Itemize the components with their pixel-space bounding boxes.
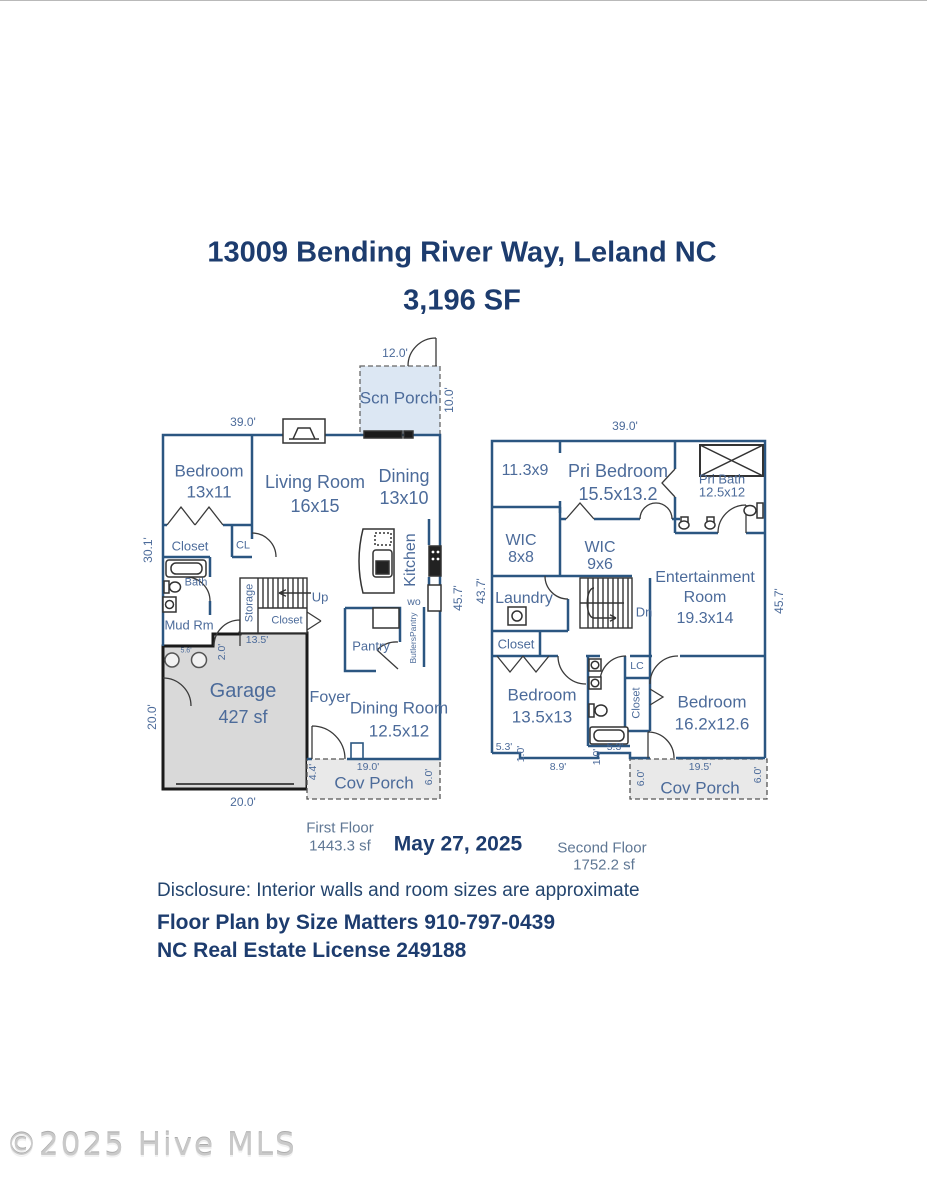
toilet-icon	[170, 582, 181, 592]
water-heater-icon-2	[192, 653, 207, 668]
pri-bath-door-arc	[718, 505, 746, 533]
dim-b5: 5.3'	[606, 740, 624, 753]
plan-date: May 27, 2025	[393, 832, 523, 856]
room-laundry: Laundry	[495, 590, 553, 607]
sliding-door-icon	[364, 431, 402, 438]
room-dining-room: Dining Room	[349, 698, 449, 718]
room-bath-f1: Bath	[184, 576, 208, 589]
stairs-down-icon	[580, 578, 632, 628]
dim-cporch-top-f1: 19.0'	[356, 760, 380, 773]
toilet-icon-hall	[595, 705, 607, 716]
toilet-icon-pri	[744, 506, 756, 516]
dim-water-heater: 5.6'	[180, 647, 192, 655]
room-cl: CL	[235, 539, 251, 552]
dim-porch-width: 12.0'	[382, 346, 408, 360]
room-bedroom2-f2-size: 16.2x12.6	[674, 714, 750, 734]
room-foyer: Foyer	[309, 689, 351, 706]
porch-door-arc-f2	[648, 732, 674, 758]
room-pri-bath: Pri Bath	[698, 471, 746, 487]
room-garage-size: 427 sf	[218, 707, 268, 727]
room-stair-closet: Closet	[271, 614, 303, 627]
room-scn-porch: Scn Porch	[359, 388, 439, 408]
dim-garage-left: 20.0'	[145, 704, 159, 730]
island-sink-basin	[376, 561, 389, 574]
room-bedroom1-f2: Bedroom	[507, 685, 577, 705]
room-pri-bath-size: 12.5x12	[698, 484, 746, 500]
room-wic2: WIC	[584, 539, 616, 556]
toilet-tank-hall	[589, 704, 594, 717]
dim-b4: 1.0'	[590, 748, 603, 766]
room-entertainment-2: Room	[683, 589, 727, 606]
dim-f2-left: 43.7'	[474, 578, 488, 604]
wic-bifold-door	[566, 503, 594, 519]
toilet-tank-pri	[757, 503, 763, 518]
bedroom1-door-arc	[558, 656, 586, 684]
room-bedroom-f1-size: 13x11	[186, 482, 232, 502]
caption-first-floor: First Floor	[306, 819, 374, 837]
room-closet-f2: Closet	[497, 636, 535, 652]
dim-notch: 2.0'	[215, 643, 228, 661]
dim-cporch-left-f1: 4.4'	[306, 763, 319, 781]
dim-cporch-left-f2: 6.0'	[634, 769, 647, 787]
caption-first-floor-area: 1443.3 sf	[309, 837, 371, 855]
dim-garage-bottom: 20.0'	[230, 795, 256, 809]
wall-oven-icon	[428, 585, 441, 611]
room-pantry: Pantry	[352, 638, 390, 654]
dim-b3: 8.9'	[549, 760, 567, 773]
page-title-address: 13009 Bending River Way, Leland NC	[207, 236, 717, 269]
pantry-shelf-icon	[373, 608, 399, 628]
room-bedroom-f1: Bedroom	[174, 461, 244, 481]
sink-icon-pri2	[705, 521, 715, 529]
label-lc: LC	[630, 659, 644, 672]
dim-cporch-right-f1: 6.0'	[422, 768, 435, 786]
dim-b1: 5.3'	[495, 740, 513, 753]
room-entertainment: Entertainment	[655, 569, 755, 586]
dim-b2: 1.0'	[514, 745, 527, 763]
bedroom1-closet-door	[497, 656, 549, 672]
room-dining-size: 13x10	[379, 488, 429, 508]
bedroom2-closet-door	[650, 689, 663, 705]
room-bedroom2-f2: Bedroom	[677, 692, 747, 712]
water-heater-icon	[165, 653, 179, 667]
room-wic2-size: 9x6	[587, 556, 613, 573]
front-door-arc	[312, 726, 345, 759]
closet-bifold-door	[167, 507, 223, 525]
room-wic1: WIC	[505, 532, 537, 549]
washer-icon	[508, 607, 526, 625]
room-wic1-size: 8x8	[508, 549, 534, 566]
room-butlers-pantry: ButlersPantry	[407, 612, 418, 664]
dim-f1-top: 39.0'	[230, 415, 256, 429]
room-pri-bedroom: Pri Bedroom	[567, 461, 669, 481]
dim-f1-left: 30.1'	[141, 537, 155, 563]
room-nook: 11.3x9	[501, 462, 549, 479]
label-up: Up	[311, 589, 329, 605]
dim-cporch-top-f2: 19.5'	[688, 760, 712, 773]
hall-bath-door-arc	[600, 656, 626, 682]
company-text: Floor Plan by Size Matters 910-797-0439	[157, 911, 556, 934]
porch-door-arc	[408, 338, 436, 366]
dim-f2-right: 45.7'	[772, 588, 786, 614]
room-bedroom1-f2-size: 13.5x13	[511, 707, 573, 727]
room-cov-porch-f2: Cov Porch	[660, 778, 740, 798]
room-dining: Dining	[378, 466, 430, 486]
room-entertainment-size: 19.3x14	[676, 610, 734, 627]
room-living-size: 16x15	[290, 496, 340, 516]
license-text: NC Real Estate License 249188	[157, 939, 467, 962]
hall-door-arc	[252, 533, 276, 557]
mls-watermark: ©2025 Hive MLS	[6, 1127, 297, 1163]
page-title-area: 3,196 SF	[403, 284, 521, 317]
sink-icon	[166, 601, 174, 609]
room-mud: Mud Rm	[164, 617, 214, 633]
dim-cporch-right-f2: 6.0'	[751, 766, 764, 784]
room-storage: Storage	[243, 583, 256, 623]
room-closet-f1: Closet	[171, 538, 209, 554]
dim-f1-right: 45.7'	[451, 585, 465, 611]
range-icon	[429, 546, 441, 576]
disclosure-text: Disclosure: Interior walls and room sizes are approximate	[157, 880, 640, 901]
room-cov-porch-f1: Cov Porch	[334, 773, 414, 793]
sliding-door-jamb	[404, 431, 413, 438]
dim-hall: 13.5'	[245, 633, 269, 646]
label-dn: Dn	[635, 604, 653, 620]
dim-f2-top: 39.0'	[612, 419, 638, 433]
room-living: Living Room	[264, 472, 366, 492]
dim-porch-height: 10.0'	[442, 387, 456, 413]
caption-second-floor: Second Floor	[557, 839, 647, 857]
room-garage: Garage	[209, 680, 277, 702]
room-kitchen: Kitchen	[402, 533, 419, 587]
toilet-tank-icon	[164, 581, 169, 593]
sink-icon-pri1	[679, 521, 689, 529]
entertainment-door-arc	[650, 656, 678, 684]
room-dining-room-size: 12.5x12	[368, 721, 430, 741]
caption-second-floor-area: 1752.2 sf	[573, 856, 635, 874]
label-wo: wo	[407, 595, 421, 608]
room-pri-bedroom-size: 15.5x13.2	[578, 484, 658, 504]
stair-closet-door	[307, 612, 321, 630]
pri-bedroom-double-door	[640, 503, 672, 519]
room-closet2-f2: Closet	[630, 687, 643, 719]
